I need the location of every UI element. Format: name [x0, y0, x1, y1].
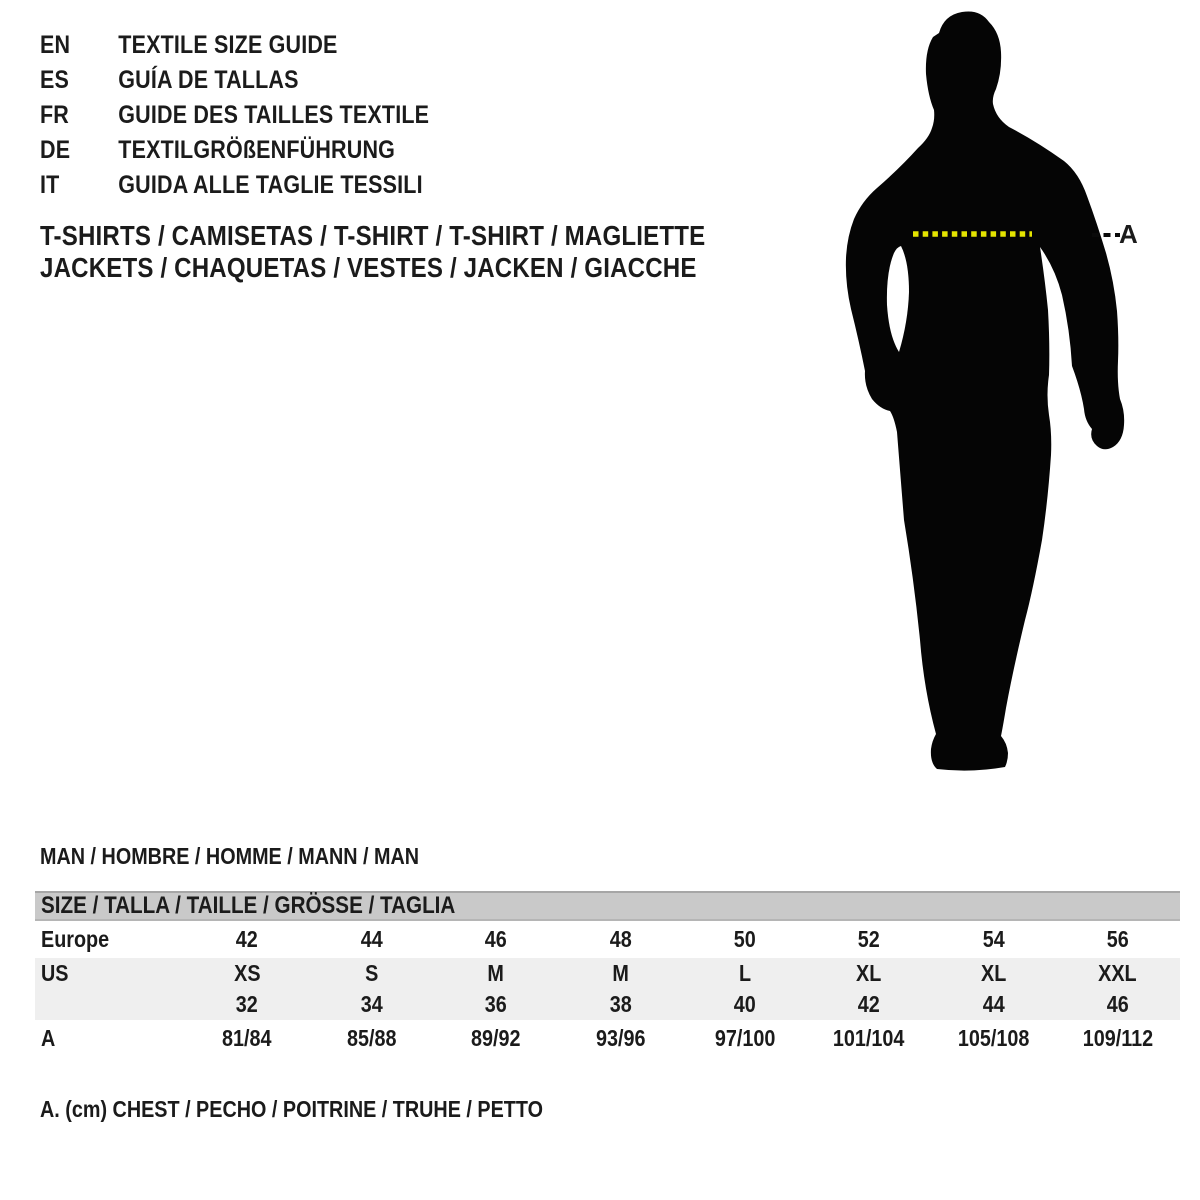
table-cell: 44: [982, 991, 1005, 1017]
size-guide-figure: [820, 0, 1200, 800]
size-table: [35, 891, 1180, 1057]
table-cell: 52: [858, 926, 881, 952]
table-cell: 44: [360, 926, 383, 952]
table-cell: L: [738, 960, 751, 986]
language-code: ES: [40, 66, 70, 94]
table-cell: XL: [980, 960, 1007, 986]
category-line: JACKETS / CHAQUETAS / VESTES / JACKEN / GIACCHE: [40, 252, 697, 283]
table-cell: 36: [484, 991, 507, 1017]
language-list: [40, 28, 493, 203]
table-cell: 105/108: [957, 1025, 1030, 1051]
table-cell: 42: [236, 926, 259, 952]
language-label: TEXTILGRÖßENFÜHRUNG: [118, 136, 396, 164]
table-cell: 38: [609, 991, 632, 1017]
table-cell: 50: [733, 926, 756, 952]
language-row: [40, 63, 493, 98]
man-silhouette-body: [846, 11, 1124, 770]
table-cell: M: [612, 960, 629, 986]
table-cell: 56: [1106, 926, 1129, 952]
language-code: IT: [40, 171, 60, 199]
language-label: GUIDE DES TAILLES TEXTILE: [118, 101, 430, 129]
language-row: [40, 98, 493, 133]
category-lines: [40, 220, 814, 284]
language-label: TEXTILE SIZE GUIDE: [118, 31, 338, 59]
table-cell: 48: [609, 926, 632, 952]
language-row: [40, 133, 493, 168]
category-line: T-SHIRTS / CAMISETAS / T-SHIRT / T-SHIRT / MAGLIETTE: [40, 220, 706, 251]
language-code: EN: [40, 31, 71, 59]
table-cell: 32: [236, 991, 259, 1017]
language-row: [40, 168, 493, 203]
table-cell: 101/104: [833, 1025, 905, 1051]
table-cell: 89/92: [471, 1025, 521, 1051]
table-cell: S: [364, 960, 379, 986]
table-cell: 46: [1106, 991, 1129, 1017]
table-cell: 46: [484, 926, 507, 952]
language-code: FR: [40, 101, 70, 129]
table-cell: 40: [733, 991, 756, 1017]
language-row: [40, 28, 493, 63]
row-label: A: [41, 1025, 56, 1051]
table-cell: 109/112: [1082, 1025, 1154, 1051]
man-silhouette: [820, 0, 1200, 800]
measure-label: A: [1119, 219, 1138, 249]
man-section-heading: MAN / HOMBRE / HOMME / MANN / MAN: [40, 843, 420, 869]
language-label: GUIDA ALLE TAGLIE TESSILI: [118, 171, 423, 199]
table-cell: 97/100: [714, 1025, 775, 1051]
table-cell: 81/84: [222, 1025, 272, 1051]
table-cell: 34: [360, 991, 383, 1017]
table-cell: XS: [233, 960, 261, 986]
table-cell: M: [487, 960, 505, 986]
row-label: Europe: [41, 926, 110, 952]
table-row: [35, 958, 1180, 989]
table-row: [35, 1020, 1180, 1057]
size-table-header: SIZE / TALLA / TAILLE / GRÖSSE / TAGLIA: [35, 891, 1180, 921]
size-table-body: [35, 921, 1180, 1057]
table-cell: XL: [856, 960, 882, 986]
table-cell: 54: [982, 926, 1005, 952]
table-row: [35, 921, 1180, 958]
row-label: US: [41, 960, 69, 986]
table-cell: 85/88: [346, 1025, 397, 1051]
table-cell: 42: [858, 991, 881, 1017]
language-code: DE: [40, 136, 71, 164]
table-row: [35, 989, 1180, 1020]
row-label: [35, 991, 185, 1018]
table-cell: XXL: [1098, 960, 1138, 986]
footnote: A. (cm) CHEST / PECHO / POITRINE / TRUHE / PETTO: [40, 1096, 543, 1122]
table-cell: 93/96: [595, 1025, 646, 1051]
language-label: GUÍA DE TALLAS: [118, 66, 299, 94]
